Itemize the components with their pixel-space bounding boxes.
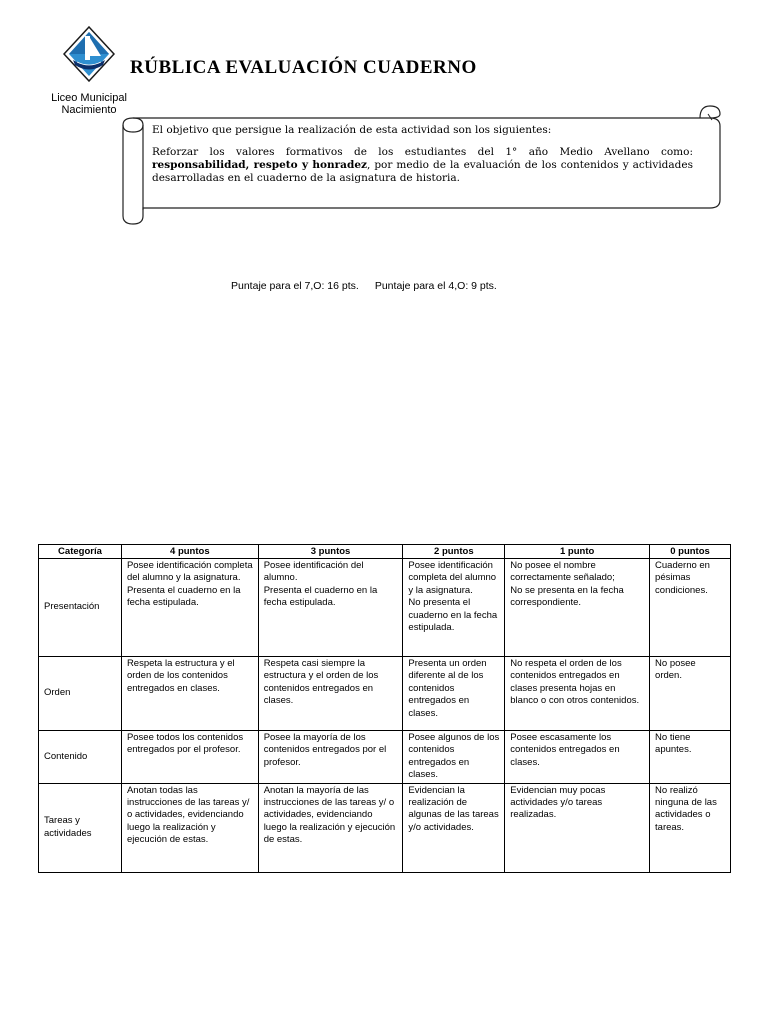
table-cell: Evidencian la realización de algunas de las tareas y/o actividades. [403,783,505,872]
objective-text-start: Reforzar los valores formativos de los estudiantes del 1° año Medio Avellano como: [152,146,693,158]
table-cell: Posee identificación completa del alumno y la asignatura. Presenta el cuaderno en la fecha estipulada. [121,559,258,657]
table-cell: No tiene apuntes. [650,731,731,784]
table-cell: Presenta un orden diferente al de los contenidos entregados en clases. [403,657,505,731]
table-cell: Respeta casi siempre la estructura y el orden de los contenidos entregados en clases. [258,657,403,731]
table-cell: Posee identificación del alumno. Presenta el cuaderno en la fecha estipulada. [258,559,403,657]
objective-intro: El objetivo que persigue la realización de esta actividad son los siguientes: [152,124,552,136]
rubric-table [38,544,731,873]
table-header-row [39,545,731,559]
objective-values: responsabilidad, respeto y honradez [152,159,367,171]
table-cell: Evidencian muy pocas actividades y/o tareas realizadas. [505,783,650,872]
col-header: Categoría [39,545,122,559]
table-cell: Posee escasamente los contenidos entregados en clases. [505,731,650,784]
table-cell: Posee algunos de los contenidos entregados en clases. [403,731,505,784]
col-header: 3 puntos [258,545,403,559]
objective-text-end: , por medio de la evaluación de los contenidos y actividades desarrolladas en el cuaderno de la asignatura de historia. [152,159,693,184]
col-header: 2 puntos [403,545,505,559]
page-title: RÚBLICA EVALUACIÓN CUADERNO [130,57,477,78]
table-cell: Cuaderno en pésimas condiciones. [650,559,731,657]
row-category: Orden [39,657,122,731]
table-cell: No realizó ninguna de las actividades o tareas. [650,783,731,872]
table-row [39,657,731,731]
col-header: 1 punto [505,545,650,559]
table-cell: No posee orden. [650,657,731,731]
objective-text [152,124,693,185]
col-header: 0 puntos [650,545,731,559]
score-seven: Puntaje para el 7,O: 16 pts. [231,280,359,292]
table-cell: Anotan la mayoría de las instrucciones de las tareas y/ o actividades, evidenciando luego la realización y ejecución de estas. [258,783,403,872]
score-line [231,280,497,292]
school-name-line1: Liceo Municipal [51,92,127,104]
objective-paragraph [152,146,693,185]
school-name-line2: Nacimiento [61,104,117,116]
table-cell: Anotan todas las instrucciones de las tareas y/ o actividades, evidenciando luego la realización y ejecución de estas. [121,783,258,872]
table-cell: Respeta la estructura y el orden de los contenidos entregados en clases. [121,657,258,731]
table-cell: Posee identificación completa del alumno y la asignatura. No presenta el cuaderno en la fecha estipulada. [403,559,505,657]
table-cell: Posee todos los contenidos entregados por el profesor. [121,731,258,784]
table-row [39,783,731,872]
table-cell: Posee la mayoría de los contenidos entregados por el profesor. [258,731,403,784]
table-row [39,731,731,784]
row-category: Tareas y actividades [39,783,122,872]
row-category: Contenido [39,731,122,784]
score-four: Puntaje para el 4,O: 9 pts. [374,280,497,292]
row-category: Presentación [39,559,122,657]
school-crest-icon [63,26,115,82]
col-header: 4 puntos [121,545,258,559]
table-cell: No respeta el orden de los contenidos entregados en clases presenta hojas en blanco o con otros contenidos. [505,657,650,731]
table-cell: No posee el nombre correctamente señalado; No se presenta en la fecha correspondiente. [505,559,650,657]
table-row [39,559,731,657]
